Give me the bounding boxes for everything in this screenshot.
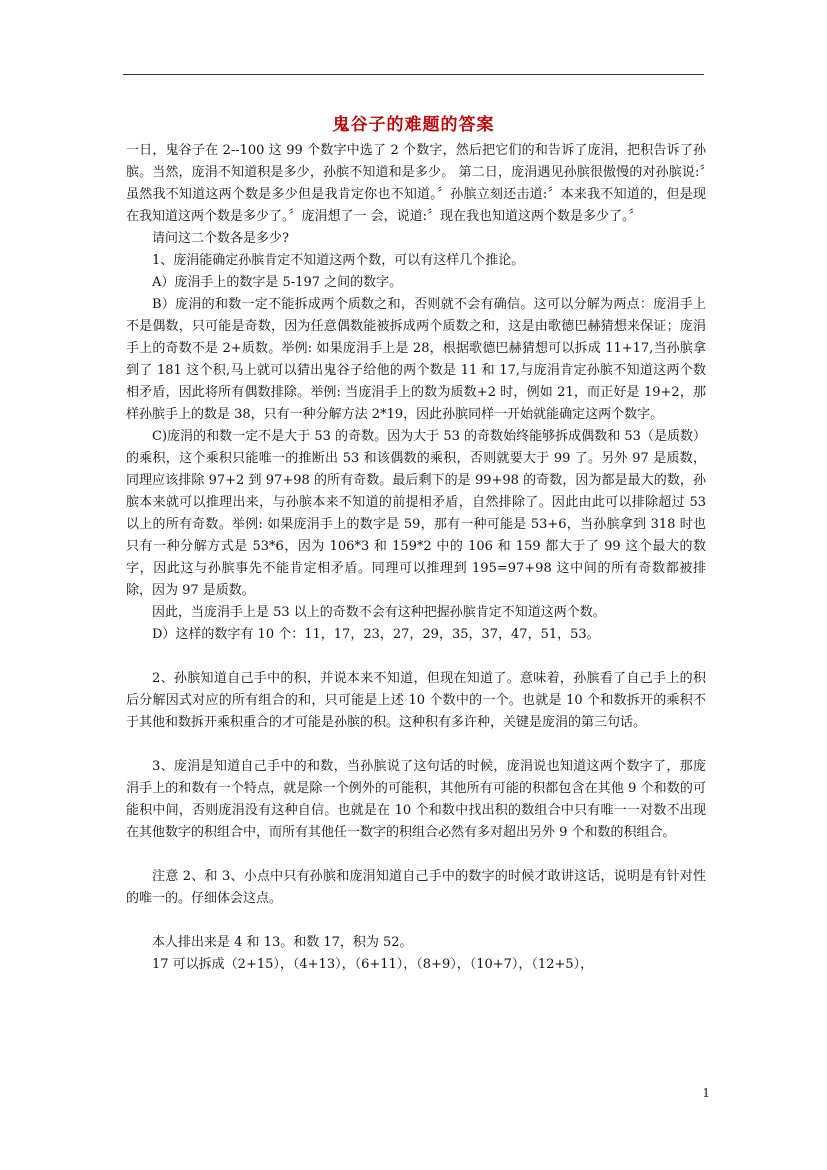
paragraph-intro: 一日，鬼谷子在 2--100 这 99 个数字中选了 2 个数字，然后把它们的和告诉了庞涓，把积告诉了孙膑。当然，庞涓不知道积是多少，孙膑不知道和是多少。 第二日，庞涓遇见孙膑很傲慢的对孙膑说:〞虽然我不知道这两个数是多少但是我肯定你也不知道。〞孙膑立刻还击道:〞本来我不知道的，但是现在我知道这两个数是多少了。〞庞涓想了一 会，说道:〞现在我也知道这两个数是多少了。〞 bbox=[126, 143, 706, 224]
spacer bbox=[126, 910, 706, 932]
paragraph-answer: 本人排出来是 4 和 13。和数 17，积为 52。 bbox=[152, 935, 413, 950]
paragraph-point-1a: A）庞涓手上的数字是 5-197 之间的数字。 bbox=[152, 275, 403, 290]
spacer bbox=[126, 844, 706, 866]
paragraph-point-1c: C)庞涓的和数一定不是大于 53 的奇数。因为大于 53 的奇数始终能够拆成偶数和 53（是质数）的乘积，这个乘积只能唯一的推断出 53 和该偶数的乘积，否则就要大于 99 了。另外 97 是质数，同理应该排除 97+2 到 97+98 的所有奇数。最后剩下的是 99+98 的奇数，因为都是最大的数，孙膑本来就可以推理出来，与孙膑本来不知道的前提相矛盾，自然排除了。因此由此可以排除超过 53 以上的所有奇数。举例: 如果庞涓手上的数字是 59，那有一种可能是 53+6，当孙膑拿到 318 时也只有一种分解方式是 53*6，因为 106*3 和 159*2 中的 106 和 159 都大于了 99 这个最大的数字，因此这与孙膑事先不能肯定相矛盾。同理可以推理到 195=97+98 这中间的所有奇数都被排除，因为 97 是质数。 bbox=[126, 429, 706, 598]
paragraph-point-2: 2、孙膑知道自己手中的积，并说本来不知道，但现在知道了。意味着，孙膑看了自己手上的积后分解因式对应的所有组合的和，只可能是上述 10 个数中的一个。也就是 10 个和数拆开的乘积不于其他和数拆开乘积重合的才可能是孙膑的积。这种积有多许种，关键是庞涓的第三句话。 bbox=[126, 671, 706, 730]
paragraph-point-1d: D）这样的数字有 10 个：11，17，23，27，29，35，37，47，51，53。 bbox=[152, 627, 600, 642]
paragraph-point-1: 1、庞涓能确定孙膑肯定不知道这两个数，可以有这样几个推论。 bbox=[152, 253, 525, 268]
paragraph-point-3: 3、庞涓是知道自己手中的和数，当孙膑说了这句话的时候，庞涓说也知道这两个数字了，那庞涓手上的和数有一个特点，就是除一个例外的可能积，其他所有可能的积都包含在其他 9 个和数的可能积中间，否则庞涓没有这种自信。也就是在 10 个和数中找出积的数组合中只有唯一一对数不出现在其他数字的积组合中，而所有其他任一数字的积组合必然有多对超出另外 9 个和数的积组合。 bbox=[126, 759, 706, 840]
document-body bbox=[126, 140, 706, 976]
header-rule bbox=[123, 74, 704, 75]
spacer bbox=[126, 646, 706, 668]
spacer bbox=[126, 734, 706, 756]
paragraph-note: 注意 2、和 3、小点中只有孙膑和庞涓知道自己手中的数字的时候才敢讲这话，说明是有针对性的唯一的。仔细体会这点。 bbox=[126, 869, 706, 906]
paragraph-conclusion-1: 因此，当庞涓手上是 53 以上的奇数不会有这种把握孙膑肯定不知道这两个数。 bbox=[152, 605, 606, 620]
paragraph-decomposition: 17 可以拆成（2+15），（4+13），（6+11），（8+9），（10+7），（12+5）， bbox=[152, 957, 594, 972]
paragraph-point-1b: B）庞涓的和数一定不能拆成两个质数之和，否则就不会有确信。这可以分解为两点：庞涓手上不是偶数，只可能是奇数，因为任意偶数能被拆成两个质数之和，这是由歌德巴赫猜想来保证；庞涓手上的奇数不是 2+质数。举例: 如果庞涓手上是 28，根据歌德巴赫猜想可以拆成 11+17,当孙膑拿到了 181 这个积,马上就可以猜出鬼谷子给他的两个数是 11 和 17,与庞涓肯定孙膑不知道这两个数相矛盾，因此将所有偶数排除。举例: 当庞涓手上的数为质数+2 时，例如 21，而正好是 19+2，那样孙膑手上的数是 38，只有一种分解方法 2*19，因此孙膑同样一开始就能确定这两个数字。 bbox=[126, 297, 706, 422]
page-number: 1 bbox=[702, 1086, 710, 1100]
document-title: 鬼谷子的难题的答案 bbox=[332, 115, 495, 135]
paragraph-question: 请问这二个数各是多少? bbox=[152, 231, 289, 246]
